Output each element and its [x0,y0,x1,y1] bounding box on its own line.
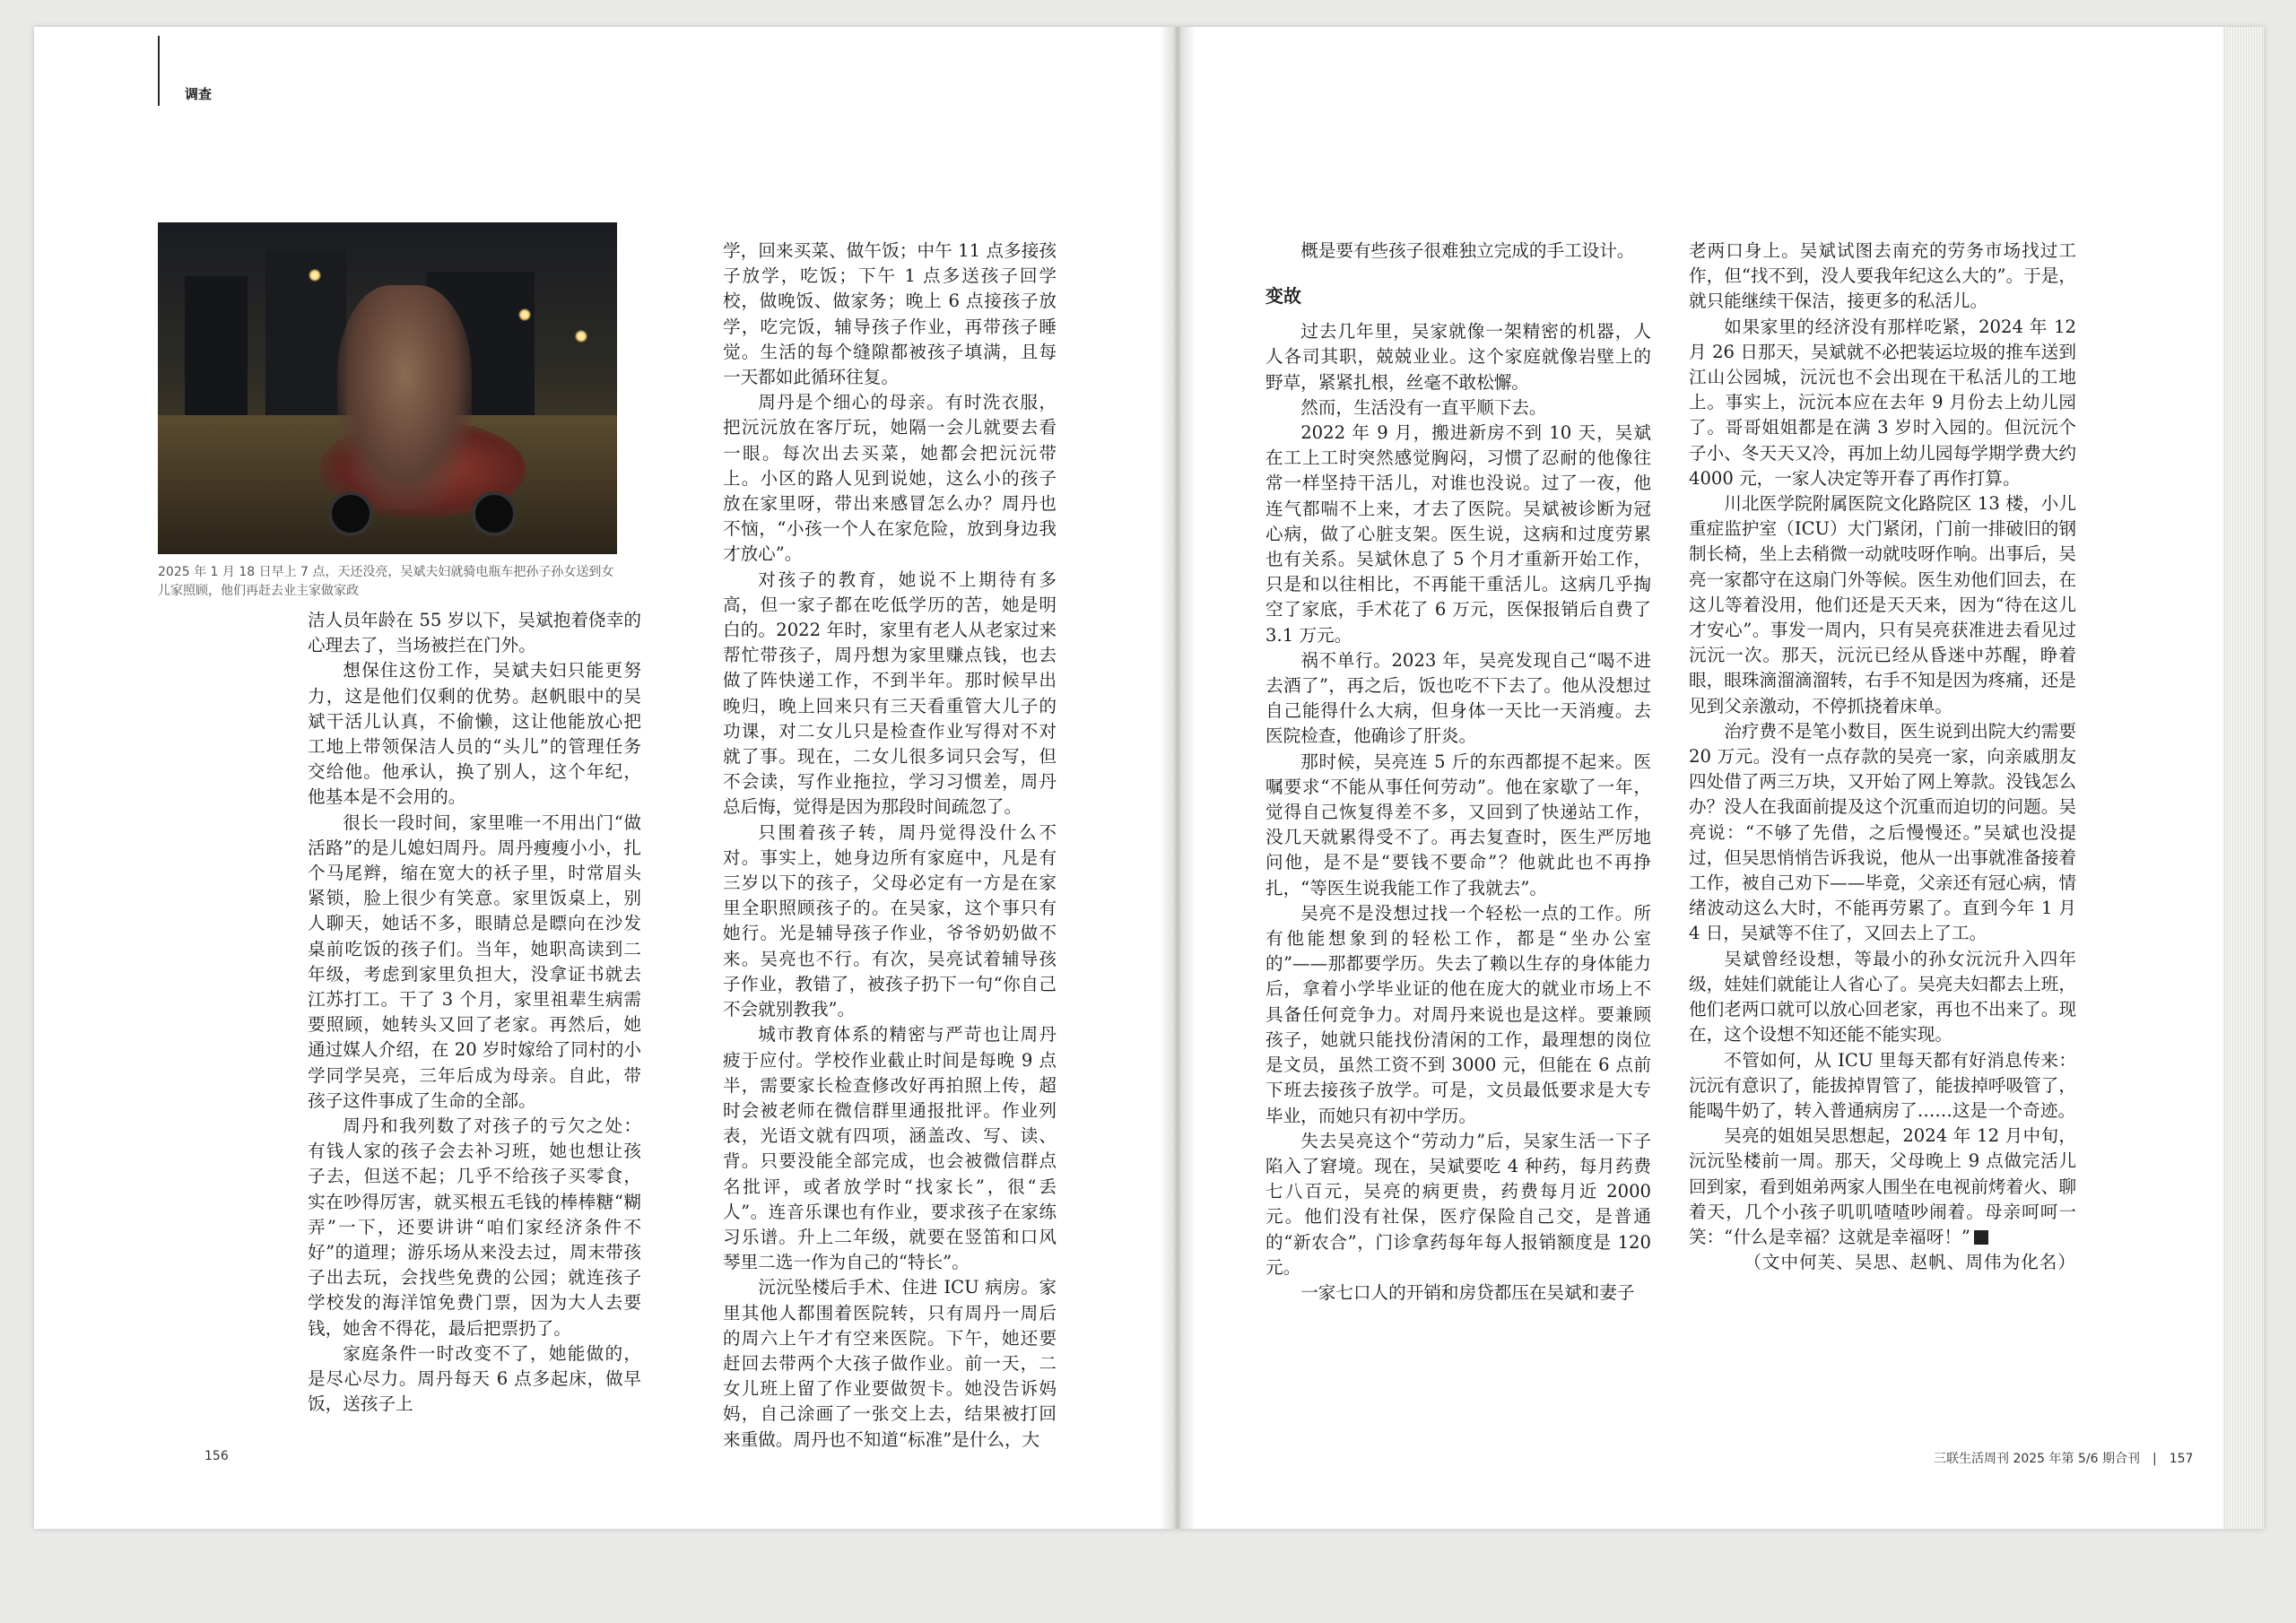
paragraph [1689,1124,2076,1250]
paragraph: 沅沅坠楼后手术、住进 ICU 病房。家里其他人都围着医院转，只有周丹一周后的周六上午才有空来医院。下午，她还要赶回去带两个大孩子做作业。前一天，二女儿班上留了作业要做贺卡。她没告诉妈妈，自己涂画了一张交上去，结果被打回来重做。周丹也不知道“标准”是什么，大 [723,1277,1057,1450]
final-paragraph-text: 吴亮的姐姐吴思想起，2024 年 12 月中旬，沅沅坠楼前一周。那天，父母晚上 9 点做完活儿回到家，看到姐弟两家人围坐在电视前烤着火、聊着天，几个小孩子叽叽喳喳吵闹着。母亲呵呵一笑：“什么是幸福？这就是幸福呀！” [1689,1125,2076,1247]
photo-wheel [472,491,517,536]
paragraph: 学，回来买菜、做午饭；中午 11 点多接孩子放学，吃饭；下午 1 点多送孩子回学校，做晚饭、做家务；晚上 6 点接孩子放学，吃完饭，辅导孩子作业，再带孩子睡觉。生活的每个缝隙都被孩子填满，且每一天都如此循环往复。 [723,240,1057,388]
photo-street-lamp [309,269,321,282]
paragraph: 一家七口人的开销和房贷都压在吴斌和妻子 [1300,1281,1635,1303]
paragraph: 过去几年里，吴家就像一架精密的机器，人人各司其职，兢兢业业。这个家庭就像岩壁上的野草，紧紧扎根，丝毫不敢松懈。 [1265,321,1651,393]
magazine-issue: 三联生活周刊 2025 年第 5/6 期合刊 [1934,1452,2140,1466]
paragraph: 失去吴亮这个“劳动力”后，吴家生活一下子陷入了窘境。现在，吴斌要吃 4 种药，每月药费七八百元，吴亮的病更贵，药费每月近 2000 元。他们没有社保，医疗保险自己交，是普通的“新农合”，门诊拿药每年每人报销额度是 120 元。 [1265,1130,1651,1278]
paragraph: 想保住这份工作，吴斌夫妇只能更努力，这是他们仅剩的优势。赵帆眼中的吴斌干活儿认真，不偷懒，这让他能放心把工地上带领保洁人员的“头儿”的管理任务交给他。他承认，换了别人，这个年纪，他基本是不会用的。 [308,660,641,808]
page-number-right: 157 [2169,1452,2194,1466]
paragraph: 那时候，吴亮连 5 斤的东西都提不起来。医嘱要求“不能从事任何劳动”。他在家歇了一年，觉得自己恢复得差不多，又回到了快递站工作，没几天就累得受不了。再去复查时，医生严厉地问他，是不是“要钱不要命”？他就此也不再挣扎，“等医生说我能工作了我就去”。 [1265,751,1651,898]
photo-building [185,276,248,420]
page-gutter [1160,27,1196,1529]
paragraph: 只围着孩子转，周丹觉得没什么不对。事实上，她身边所有家庭中，凡是有三岁以下的孩子，父母必定有一方是在家里全职照顾孩子的。在吴家，这个事只有她行。光是辅导孩子作业，爷爷奶奶做不来。吴亮也不行。有次，吴亮试着辅导孩子作业，教错了，被孩子扔下一句“你自己不会就别教我”。 [723,821,1057,1020]
section-label: 调查 [185,86,213,102]
paragraph: 不管如何，从 ICU 里每天都有好消息传来：沅沅有意识了，能拔掉胃管了，能拔掉呼吸管了，能喝牛奶了，转入普通病房了……这是一个奇迹。 [1689,1049,2076,1121]
paragraph: 2022 年 9 月，搬进新房不到 10 天，吴斌在工上工时突然感觉胸闷，习惯了忍耐的他像往常一样坚持干活儿，对谁也没说。过了一夜，他连气都喘不上来，才去了医院。吴斌被诊断为冠心病，做了心脏支架。医生说，这病和过度劳累也有关系。吴斌休息了 5 个月才重新开始工作，只是和以往相比，不再能干重活儿。这病几乎掏空了家底，手术花了 6 万元，医保报销后自费了 3.1 万元。 [1265,422,1651,646]
paragraph: 家庭条件一时改变不了，她能做的，是尽心尽力。周丹每天 6 点多起床，做早饭，送孩子上 [308,1342,641,1415]
paragraph: 很长一段时间，家里唯一不用出门“做活路”的是儿媳妇周丹。周丹瘦瘦小小，扎个马尾辫，缩在宽大的袄子里，时常眉头紧锁，脸上很少有笑意。家里饭桌上，别人聊天，她话不多，眼睛总是瞟向在沙发桌前吃饭的孩子们。当年，她职高读到二年级，考虑到家里负担大，没拿证书就去江苏打工。干了 3 个月，家里祖辈生病需要照顾，她转头又回了老家。再然后，她通过媒人介绍，在 20 岁时嫁给了同村的小学同学吴亮，三年后成为母亲。自此，带孩子这件事成了生命的全部。 [308,812,641,1111]
paragraph: 对孩子的教育，她说不上期待有多高，但一家子都在吃低学历的苦，她是明白的。2022 年时，家里有老人从老家过来帮忙带孩子，周丹想为家里赚点钱，也去做了阵快递工作，不到半年。那时候早出晚归，晚上回来只有三天看重管大儿子的功课，对二女儿只是检查作业写得对不对就了事。现在，二女儿很多词只会写，但不会读，写作业拖拉，学习习惯差，周丹总后悔，觉得是因为那段时间疏忽了。 [723,568,1057,818]
name-note: （文中何芙、吴思、赵帆、周伟为化名） [1744,1252,2076,1273]
photo-street-lamp [518,308,531,321]
paragraph: 洁人员年龄在 55 岁以下，吴斌抱着侥幸的心理去了，当场被拦在门外。 [308,610,641,656]
footer-separator: | [2152,1452,2157,1466]
right-page-column-1 [1265,239,1651,1306]
end-mark-icon [1974,1230,1988,1245]
magazine-spread [34,27,2264,1529]
paragraph: 吴亮不是没想过找一个轻松一点的工作。所有他能想象到的轻松工作，都是“坐办公室的”——那都要学历。失去了赖以生存的身体能力后，拿着小学毕业证的他在庞大的就业市场上不具备任何竞争力。对周丹来说也是这样。要兼顾孩子，她就只能找份清闲的工作，最理想的岗位是文员，虽然工资不到 3000 元，但能在 6 点前下班去接孩子放学。可是，文员最低要求是大专毕业，而她只有初中学历。 [1265,902,1651,1126]
paragraph: 概是要有些孩子很难独立完成的手工设计。 [1300,240,1635,261]
photo-riders [337,285,472,509]
photo-wheel [328,491,373,536]
photo-street-lamp [575,330,587,343]
section-heading: 变故 [1265,285,1301,308]
paragraph: 老两口身上。吴斌试图去南充的劳务市场找过工作，但“找不到，没人要我年纪这么大的”。于是，就只能继续干保洁，接更多的私活儿。 [1689,240,2076,312]
photo-caption: 2025 年 1 月 18 日早上 7 点，天还没亮，吴斌夫妇就骑电瓶车把孙子孙女送到女儿家照顾，他们再赶去业主家做家政 [158,565,614,598]
footer-right [1934,1449,2193,1467]
paragraph: 祸不单行。2023 年，吴亮发现自己“喝不进去酒了”，再之后，饭也吃不下去了。他从没想过自己能得什么大病，但身体一天比一天消瘦。去医院检查，他确诊了肝炎。 [1265,649,1651,747]
photo-building [265,249,346,429]
page-edges [2222,27,2264,1529]
page-number-left: 156 [204,1449,229,1463]
article-photo [158,222,617,554]
paragraph: 周丹和我列数了对孩子的亏欠之处：有钱人家的孩子会去补习班，她也想让孩子去，但送不起；几乎不给孩子买零食，实在吵得厉害，就买根五毛钱的棒棒糖“糊弄”一下，还要讲讲“咱们家经济条件不好”的道理；游乐场从来没去过，周末带孩子出去玩，会找些免费的公园；就连孩子学校发的海洋馆免费门票，因为大人去要钱，她舍不得花，最后把票扔了。 [308,1115,641,1339]
paragraph: 治疗费不是笔小数目，医生说到出院大约需要 20 万元。没有一点存款的吴亮一家，向亲戚朋友四处借了两三万块，又开始了网上筹款。没钱怎么办？没人在我面前提及这个沉重而迫切的问题。吴亮说：“不够了先借，之后慢慢还。”吴斌也没提过，但吴思悄悄告诉我说，他从一出事就准备接着工作，被自己劝下——毕竟，父亲还有冠心病，情绪波动这么大时，不能再劳累了。直到今年 1 月 4 日，吴斌等不住了，又回去上了工。 [1689,720,2076,944]
left-page-column-1 [308,608,641,1418]
paragraph: 川北医学院附属医院文化路院区 13 楼，小儿重症监护室（ICU）大门紧闭，门前一排破旧的钢制长椅，坐上去稍微一动就吱呀作响。出事后，吴亮一家都守在这扇门外等候。医生劝他们回去，在这儿等着没用，他们还是天天来，因为“待在这儿才安心”。事发一周内，只有吴亮获准进去看见过沅沅一次。那天，沅沅已经从昏迷中苏醒，睁着眼，眼珠滴溜滴溜转，右手不知是因为疼痛，还是见到父亲激动，不停抓挠着床单。 [1689,493,2076,716]
paragraph: 如果家里的经济没有那样吃紧，2024 年 12 月 26 日那天，吴斌就不必把装运垃圾的推车送到江山公园城，沅沅也不会出现在干私活儿的工地上。事实上，沅沅本应在去年 9 月份去上幼儿园了。哥哥姐姐都是在满 3 岁时入园的。但沅沅个子小、冬天天又冷，再加上幼儿园每学期学费大约 4000 元，一家人决定等开春了再作打算。 [1689,316,2076,489]
right-page-column-2 [1689,239,2076,1275]
paragraph: 吴斌曾经设想，等最小的孙女沅沅升入四年级，娃娃们就能让人省心了。吴亮夫妇都去上班，他们老两口就可以放心回老家，再也不出来了。现在，这个设想不知还能不能实现。 [1689,948,2076,1046]
paragraph: 城市教育体系的精密与严苛也让周丹疲于应付。学校作业截止时间是每晚 9 点半，需要家长检查修改好再拍照上传，超时会被老师在微信群里通报批评。作业列表，光语文就有四项，涵盖改、写、读、背。只要没能全部完成，也会被微信群点名批评，或者放学时“找家长”，很“丢人”。连音乐课也有作业，要求孩子在家练习乐谱。升上二年级，就要在竖笛和口风琴里二选一作为自己的“特长”。 [723,1024,1057,1273]
paragraph: 然而，生活没有一直平顺下去。 [1300,396,1547,418]
paragraph: 周丹是个细心的母亲。有时洗衣服，把沅沅放在客厅玩，她隔一会儿就要去看一眼。每次出去买菜，她都会把沅沅带上。小区的路人见到说她，这么小的孩子放在家里呀，带出来感冒怎么办？周丹也不恼，“小孩一个人在家危险，放到身边我才放心”。 [723,392,1057,565]
left-page-column-2 [723,239,1057,1453]
header-rule [158,36,160,106]
